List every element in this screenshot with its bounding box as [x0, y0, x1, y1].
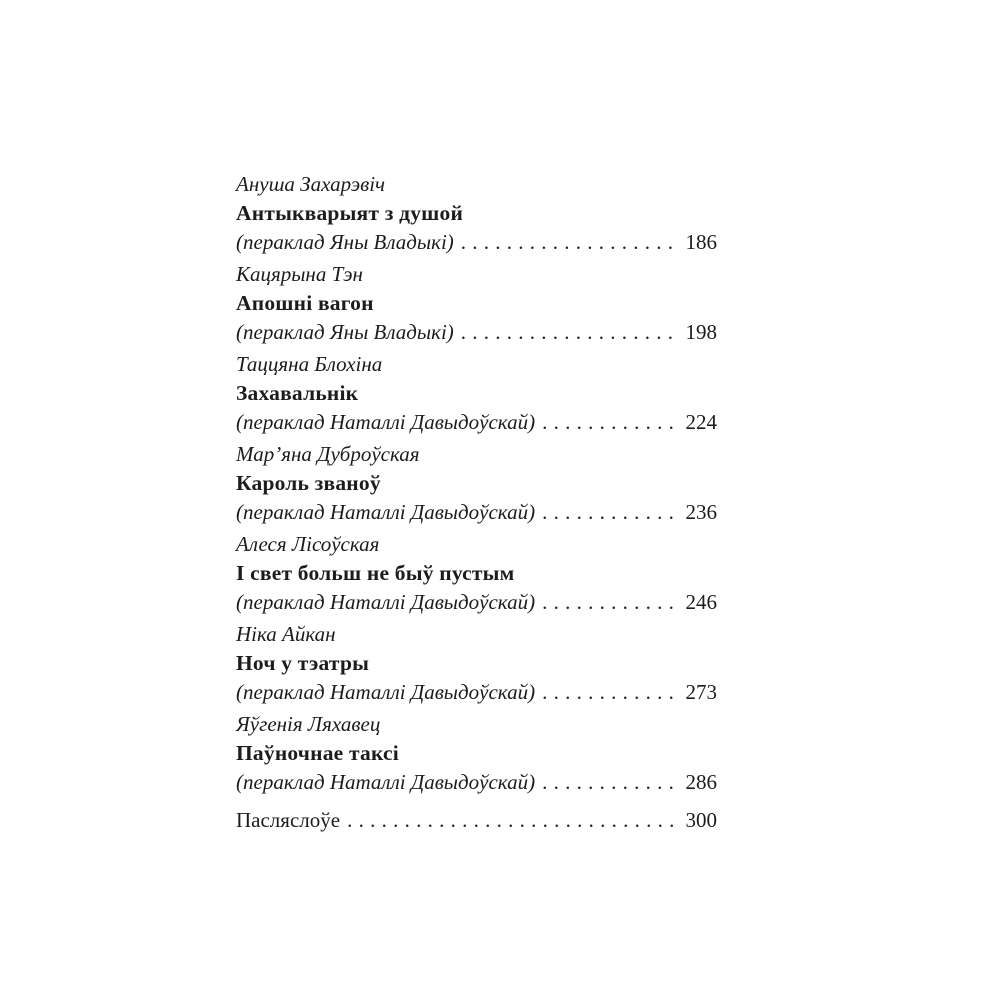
entry-title: Паўночнае таксі — [236, 741, 399, 765]
entry-page-number: 286 — [685, 770, 717, 794]
entry-leader-line — [236, 768, 717, 797]
entry-page-number: 273 — [685, 680, 717, 704]
toc-entry — [236, 620, 717, 707]
entry-leader-line — [236, 588, 717, 617]
entry-page-number: 236 — [685, 500, 717, 524]
entry-translator: (пераклад Наталлі Давыдоўскай) — [236, 770, 536, 794]
entry-page-number: 224 — [685, 410, 717, 434]
entry-author: Ніка Айкан — [236, 622, 336, 646]
entry-title: Апошні вагон — [236, 291, 374, 315]
toc-entry — [236, 260, 717, 347]
dot-leader — [454, 318, 674, 347]
dot-leader — [340, 806, 673, 835]
entry-leader-line — [236, 408, 717, 437]
entry-page-number: 246 — [685, 590, 717, 614]
toc-entry — [236, 350, 717, 437]
afterword-page-number: 300 — [685, 808, 717, 832]
toc-entry — [236, 170, 717, 257]
entry-translator: (пераклад Яны Владыкі) — [236, 320, 454, 344]
toc-afterword-line — [236, 806, 717, 835]
entry-page-number: 198 — [685, 320, 717, 344]
entry-title: Антыкварыят з душой — [236, 201, 464, 225]
dot-leader — [535, 498, 673, 527]
entry-leader-line — [236, 498, 717, 527]
dot-leader — [535, 768, 673, 797]
dot-leader — [535, 588, 673, 617]
entry-author: Яўгенія Ляхавец — [236, 712, 381, 736]
entry-author: Алеся Лісоўская — [236, 532, 380, 556]
dot-leader — [535, 408, 673, 437]
dot-leader — [535, 678, 673, 707]
entry-translator: (пераклад Наталлі Давыдоўскай) — [236, 680, 536, 704]
entry-translator: (пераклад Наталлі Давыдоўскай) — [236, 500, 536, 524]
entry-translator: (пераклад Яны Владыкі) — [236, 230, 454, 254]
entry-author: Мар’яна Дуброўская — [236, 442, 420, 466]
entry-leader-line — [236, 228, 717, 257]
entry-title: Ноч у тэатры — [236, 651, 370, 675]
entry-translator: (пераклад Наталлі Давыдоўскай) — [236, 410, 536, 434]
entry-author: Таццяна Блохіна — [236, 352, 383, 376]
entry-page-number: 186 — [685, 230, 717, 254]
toc-entry — [236, 440, 717, 527]
toc-entry — [236, 530, 717, 617]
entry-translator: (пераклад Наталлі Давыдоўскай) — [236, 590, 536, 614]
entry-author: Ануша Захарэвіч — [236, 172, 386, 196]
dot-leader — [454, 228, 674, 257]
entry-title: І свет больш не быў пустым — [236, 561, 515, 585]
entry-author: Кацярына Тэн — [236, 262, 363, 286]
entry-leader-line — [236, 318, 717, 347]
afterword-label: Пасляслоўе — [236, 808, 341, 832]
entry-leader-line — [236, 678, 717, 707]
entry-title: Захавальнік — [236, 381, 359, 405]
entry-title: Кароль званоў — [236, 471, 381, 495]
toc-entry — [236, 710, 717, 797]
table-of-contents — [236, 170, 717, 835]
